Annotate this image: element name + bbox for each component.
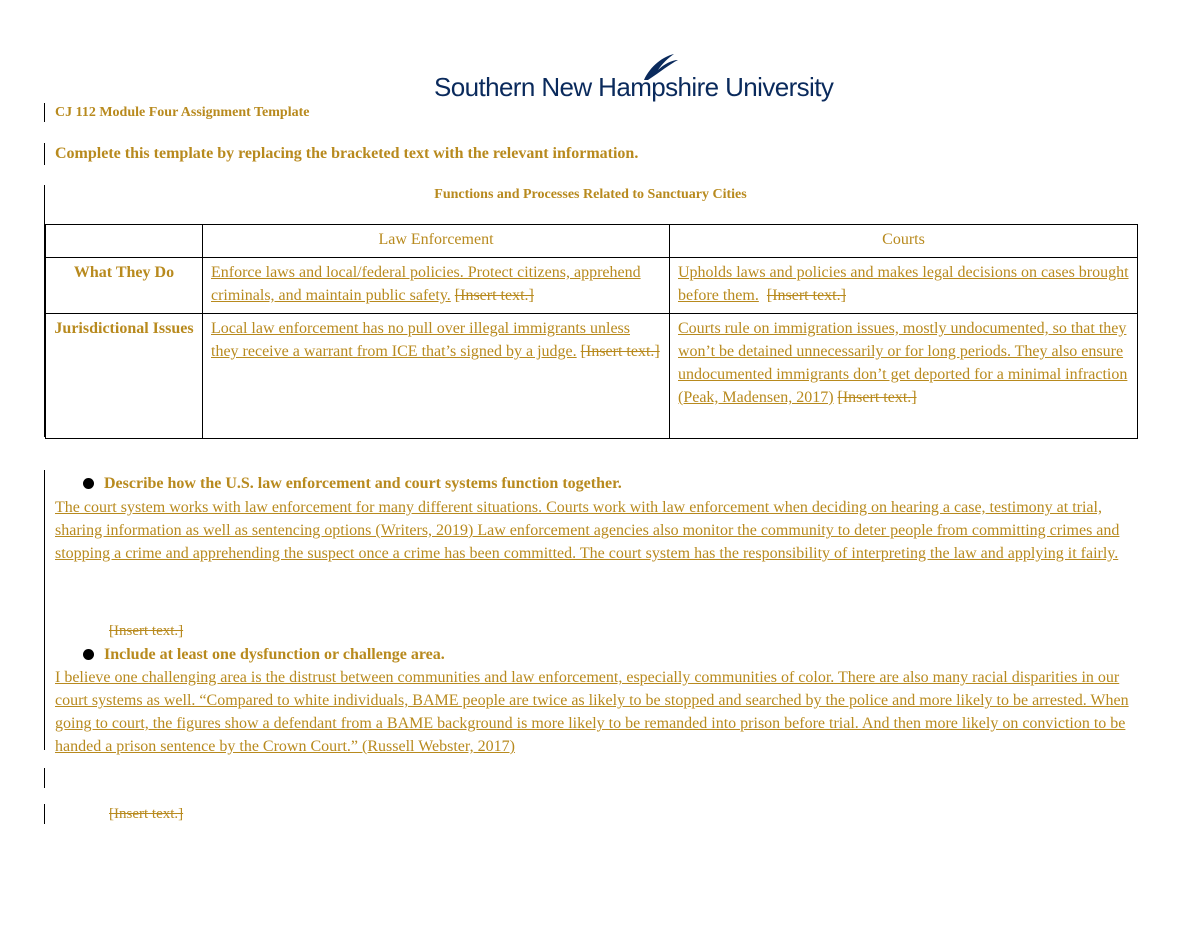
table-row: [46, 258, 1138, 314]
table-header-row: [46, 225, 1138, 258]
change-bar: [44, 103, 45, 122]
placeholder-text: [Insert text.]: [766, 287, 846, 304]
instructions: Complete this template by replacing the bracketed text with the relevant information.: [55, 145, 639, 162]
row-label: What They Do: [46, 258, 203, 314]
header-law-enforcement: Law Enforcement: [203, 225, 670, 258]
course-title: CJ 112 Module Four Assignment Template: [55, 105, 310, 120]
answer-paragraph: The court system works with law enforcement for many different situations. Courts work with law enforcement when deciding on hearing a case, testimony at trial, sharing information as well as sentencing options (Writers, 2019) Law enforcement agencies also monitor the community to deter people from committing crimes and stopping a crime and apprehending the suspect once a crime has been committed. The court system has the responsibility of interpreting the law and applying it fairly.: [55, 499, 1120, 562]
law-cell: [203, 258, 670, 314]
table-row: [46, 314, 1138, 439]
change-bar: [44, 768, 45, 788]
placeholder-text: [Insert text.]: [580, 343, 660, 360]
quill-icon: [638, 52, 698, 82]
prompt-text: Describe how the U.S. law enforcement and court systems function together.: [104, 475, 622, 492]
bullet-prompt: [83, 646, 445, 664]
placeholder-text: [Insert text.]: [454, 287, 534, 304]
sanctuary-cities-table: [45, 224, 1138, 439]
placeholder-text: [Insert text.]: [109, 623, 184, 639]
bullet-icon: [83, 478, 94, 489]
law-text: Local law enforcement has no pull over illegal immigrants unless they receive a warrant from ICE that’s signed by a judge.: [211, 320, 630, 360]
law-cell: [203, 314, 670, 439]
university-logo: [434, 52, 834, 108]
answer-paragraph: I believe one challenging area is the distrust between communities and law enforcement, especially communities of color. There are also many racial disparities in our court systems as well. “Compared to white individuals, BAME people are twice as likely to be stopped and searched by the police and more likely to be arrested. When going to court, the figures show a defendant from a BAME background is more likely to be remanded into prison before trial. And then more likely on conviction to be handed a prison sentence by the Crown Court.” (Russell Webster, 2017): [55, 669, 1129, 755]
law-text: Enforce laws and local/federal policies. Protect citizens, apprehend criminals, and maintain public safety.: [211, 264, 641, 304]
change-bar: [44, 804, 45, 824]
logo-text: Southern New Hampshire University: [434, 72, 834, 102]
row-label: Jurisdictional Issues: [46, 314, 203, 439]
placeholder-text: [Insert text.]: [837, 389, 917, 406]
table-caption: Functions and Processes Related to Sanctuary Cities: [434, 187, 747, 202]
change-bar: [44, 143, 45, 165]
courts-text: Upholds laws and policies and makes legal decisions on cases brought before them.: [678, 264, 1129, 304]
placeholder-text: [Insert text.]: [109, 806, 184, 822]
bullet-prompt: [83, 475, 622, 493]
header-courts: Courts: [670, 225, 1138, 258]
courts-cell: [670, 314, 1138, 439]
header-cell-empty: [46, 225, 203, 258]
courts-text: Courts rule on immigration issues, mostly undocumented, so that they won’t be detained unnecessarily or for long periods. They also ensure undocumented immigrants don’t get deported for a minimal infraction (Peak, Madensen, 2017): [678, 320, 1128, 406]
bullet-icon: [83, 649, 94, 660]
courts-cell: [670, 258, 1138, 314]
prompt-text: Include at least one dysfunction or challenge area.: [104, 646, 445, 663]
change-bar: [44, 598, 45, 618]
